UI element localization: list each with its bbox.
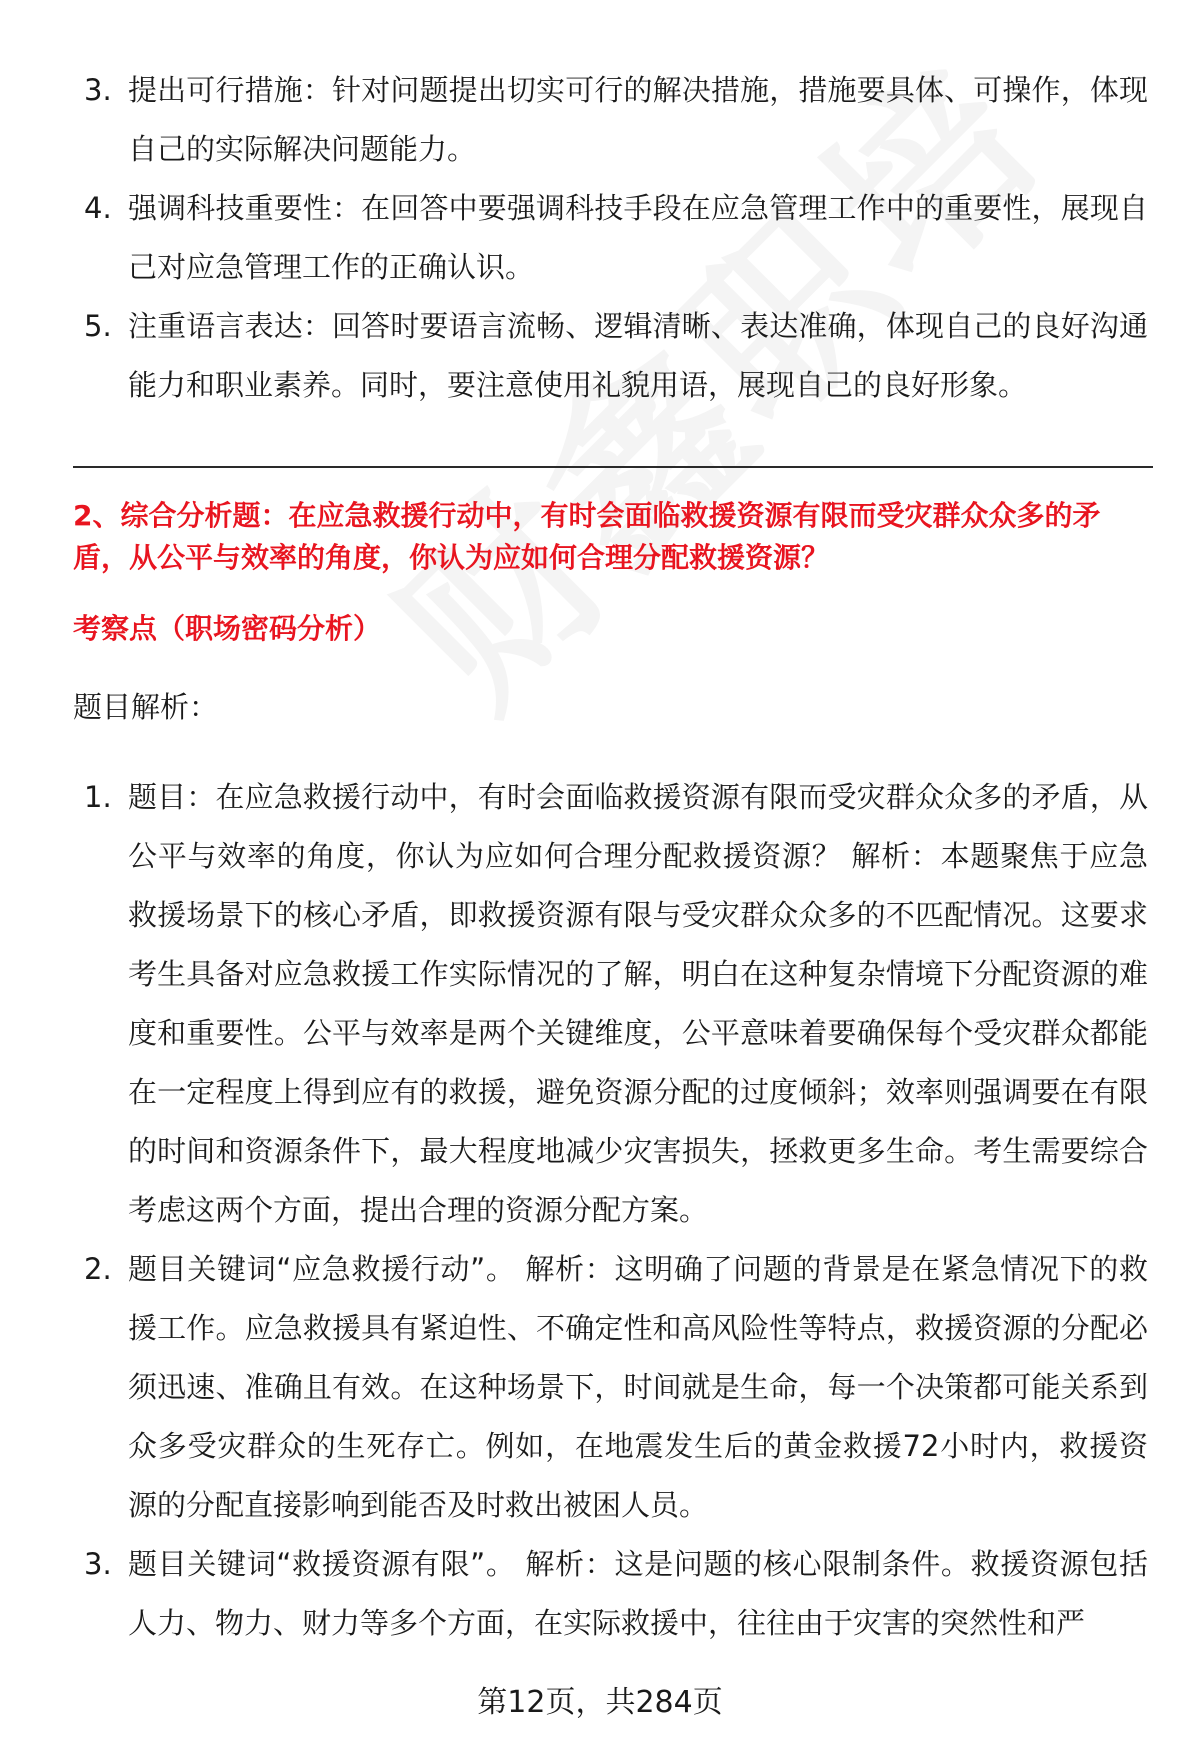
- list-item-number: 3.: [84, 1547, 112, 1581]
- analysis-label: 题目解析：: [73, 690, 219, 724]
- list-item-text: 强调科技重要性：在回答中要强调科技手段在应急管理工作中的重要性，展现自己对应急管理工作的正确认识。: [128, 191, 1148, 284]
- list-item: [0, 297, 1200, 415]
- list-item-text: 提出可行措施：针对问题提出切实可行的解决措施，措施要具体、可操作，体现自己的实际解决问题能力。: [128, 73, 1148, 166]
- list-item-number: 2.: [84, 1252, 112, 1286]
- question-heading: 2、综合分析题：在应急救援行动中，有时会面临救援资源有限而受灾群众众多的矛盾，从公平与效率的角度，你认为应如何合理分配救援资源？: [73, 499, 1101, 574]
- list-item: [0, 1535, 1200, 1653]
- list-item-number: 3.: [84, 73, 112, 107]
- list-item-number: 1.: [84, 780, 112, 814]
- list-item: [0, 1240, 1200, 1535]
- list-item: [0, 61, 1200, 179]
- list-item-text: 题目关键词“应急救援行动”。 解析：这明确了问题的背景是在紧急情况下的救援工作。应急救援具有紧迫性、不确定性和高风险性等特点，救援资源的分配必须迅速、准确且有效。在这种场景下，时间就是生命，每一个决策都可能关系到众多受灾群众的生死存亡。例如，在地震发生后的黄金救援72小时内，救援资源的分配直接影响到能否及时救出被困人员。: [128, 1252, 1148, 1522]
- list-item-text: 题目关键词“救援资源有限”。 解析：这是问题的核心限制条件。救援资源包括人力、物力、财力等多个方面，在实际救援中，往往由于灾害的突然性和严: [128, 1547, 1148, 1640]
- top-numbered-list: [0, 61, 1200, 415]
- section-divider: [73, 466, 1153, 468]
- list-item-text: 题目：在应急救援行动中，有时会面临救援资源有限而受灾群众众多的矛盾，从公平与效率的角度，你认为应如何合理分配救援资源？ 解析：本题聚焦于应急救援场景下的核心矛盾，即救援资源有限与受灾群众众多的不匹配情况。这要求考生具备对应急救援工作实际情况的了解，明白在这种复杂情境下分配资源的难度和重要性。公平与效率是两个关键维度，公平意味着要确保每个受灾群众都能在一定程度上得到应有的救援，避免资源分配的过度倾斜；效率则强调要在有限的时间和资源条件下，最大程度地减少灾害损失，拯救更多生命。考生需要综合考虑这两个方面，提出合理的资源分配方案。: [128, 780, 1148, 1227]
- analysis-numbered-list: [0, 768, 1200, 1653]
- list-item-text: 注重语言表达：回答时要语言流畅、逻辑清晰、表达准确，体现自己的良好沟通能力和职业素养。同时，要注意使用礼貌用语，展现自己的良好形象。: [128, 309, 1148, 402]
- list-item-number: 5.: [84, 309, 112, 343]
- exam-point-heading: 考察点（职场密码分析）: [73, 612, 382, 645]
- list-item: [0, 768, 1200, 1240]
- page-number-footer: 第12页，共284页: [477, 1685, 723, 1720]
- list-item: [0, 179, 1200, 297]
- list-item-number: 4.: [84, 191, 112, 225]
